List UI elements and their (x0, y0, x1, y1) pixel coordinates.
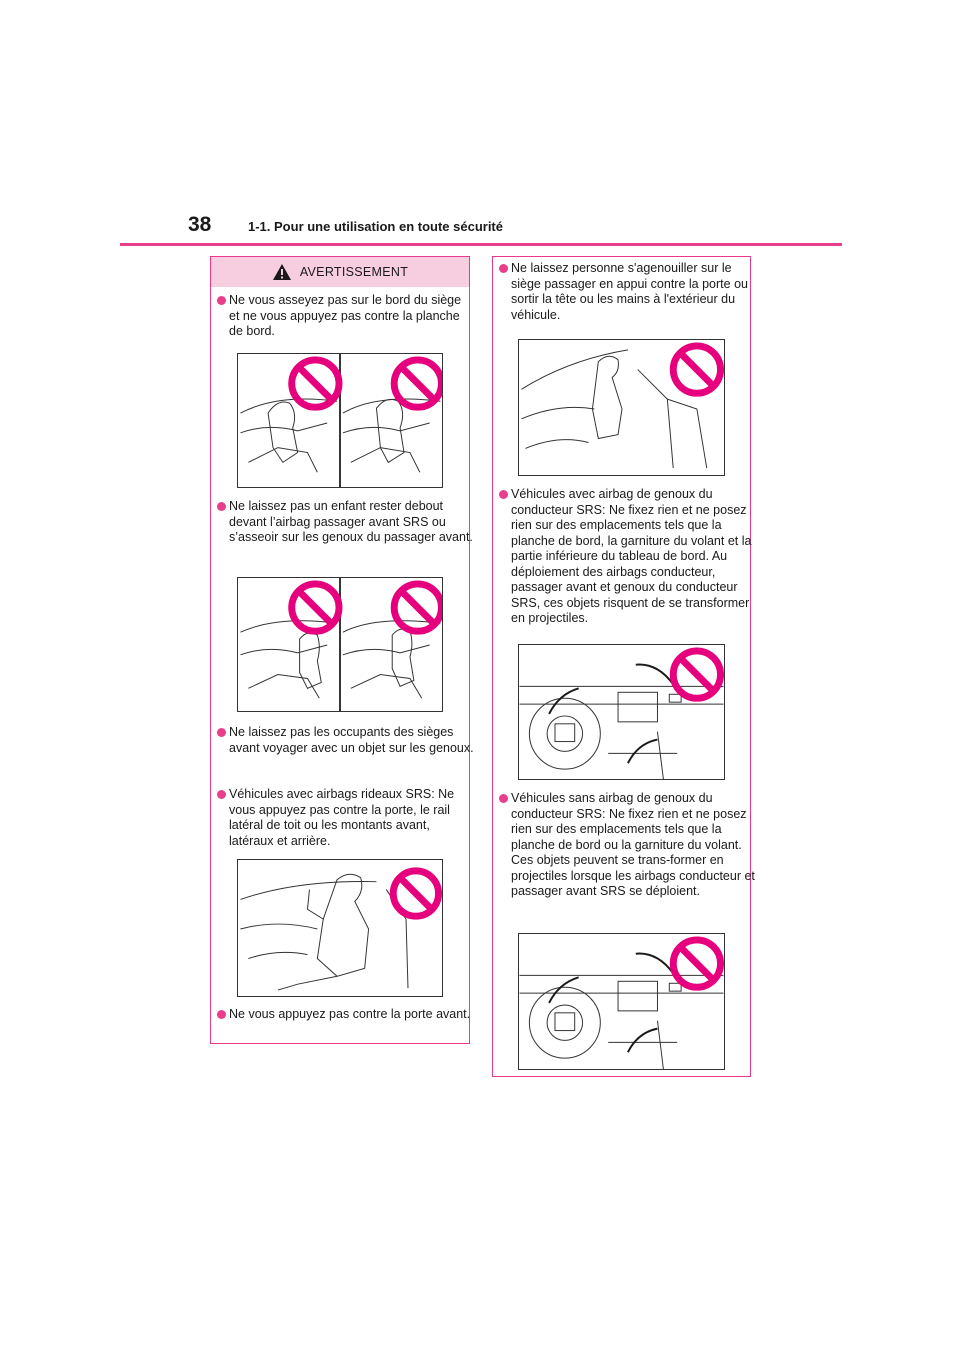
list-item: Ne vous appuyez pas contre la porte avant. (217, 1007, 474, 1023)
list-item: Véhicules avec airbags rideaux SRS: Ne vous appuyez pas contre la porte, le rail latéral de toit ou les montants avant, latéraux et arrière. (217, 787, 474, 849)
header-rule (120, 243, 842, 246)
warning-box-right (492, 256, 755, 1077)
bullet-icon (217, 728, 226, 737)
bullet-icon (217, 502, 226, 511)
bullet-icon (499, 794, 508, 803)
illustration-dashboard-objects-knee (518, 644, 725, 780)
illustration-kneeling-seat (518, 339, 725, 476)
bullet-icon (499, 490, 508, 499)
section-title: 1-1. Pour une utilisation en toute sécurité (248, 219, 503, 234)
bullet-icon (217, 296, 226, 305)
list-item: Véhicules avec airbag de genoux du conducteur SRS: Ne fixez rien et ne posez rien sur des emplacements tels que la planche de bord, la garniture du volant et la partie inférieure du tableau de bord. Au déploiement des airbags conducteur, passager avant et genoux du conducteur SRS, ces objets risquent de se transformer en projectiles. (499, 487, 756, 627)
list-item: Véhicules sans airbag de genoux du conducteur SRS: Ne fixez rien et ne posez rien sur des emplacements tels que la planche de bord ou la garniture du volant. Ces objets peuvent se trans-former en projectiles lorsque les airbags conducteur et passager avant SRS se déploient. (499, 791, 756, 900)
warning-title: AVERTISSEMENT (299, 265, 409, 279)
illustration-leaning-door (237, 859, 443, 997)
warning-triangle-icon (272, 263, 292, 281)
list-item: Ne vous asseyez pas sur le bord du siège et ne vous appuyez pas contre la planche de bord. (217, 293, 474, 340)
illustration-child-standing (237, 577, 443, 712)
warning-header (211, 257, 469, 287)
list-item: Ne laissez personne s'agenouiller sur le siège passager en appui contre la porte ou sortir la tête ou les mains à l'extérieur du véhicule. (499, 261, 756, 323)
illustration-edge-of-seat (237, 353, 443, 488)
list-item: Ne laissez pas un enfant rester debout devant l’airbag passager avant SRS ou s’asseoir sur les genoux du passager avant. (217, 499, 474, 546)
warning-box-left (210, 256, 474, 1044)
list-item: Ne laissez pas les occupants des sièges avant voyager avec un objet sur les genoux. (217, 725, 474, 756)
bullet-icon (217, 1010, 226, 1019)
bullet-icon (499, 264, 508, 273)
bullet-icon (217, 790, 226, 799)
illustration-dashboard-objects (518, 933, 725, 1070)
page-number: 38 (188, 213, 212, 236)
